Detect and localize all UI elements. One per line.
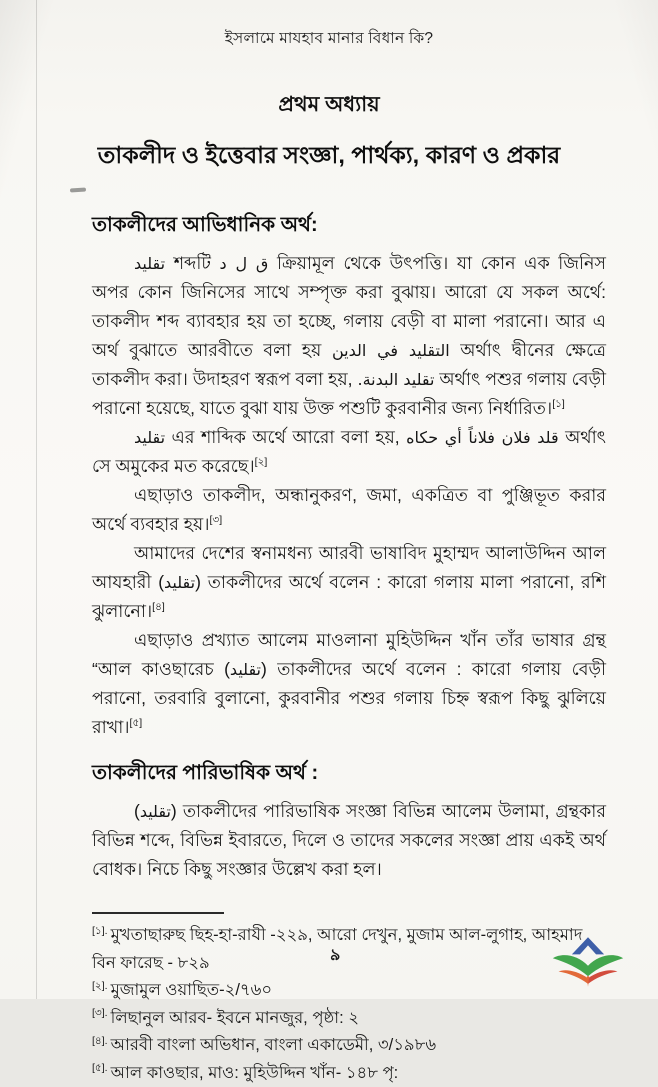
footnote-item <box>92 922 606 977</box>
footnote-marker: [৫]. <box>92 1062 108 1074</box>
arabic-term: تقليد <box>140 802 171 821</box>
body-text: এছাড়াও প্রখ্যাত আলেম মাওলানা মুহিউদ্দিন খাঁন তাঁর ভাষার গ্রন্থ “আল কাওছারেচ ( <box>92 630 606 679</box>
arabic-term: قلد فلان فلاناً أي حكاه <box>406 428 559 447</box>
footnote-item <box>92 1032 606 1060</box>
footnote-text: লিছানুল আরব- ইবনে মানজুর, পৃষ্ঠা: ২ <box>111 1009 359 1027</box>
footnote-item <box>92 977 606 1005</box>
body-text: ) তাকলীদের অর্থে বলেন : কারো গলায় মালা পরানো, রশি ঝুলানো। <box>92 572 606 621</box>
footnote-ref: [৩] <box>209 514 222 526</box>
body-text: অর্থাৎ দ্বীনের ক্ষেত্রে তাকলীদ করা। উদাহরণ স্বরূপ বলা হয়, <box>92 340 606 389</box>
paragraph <box>92 539 606 626</box>
arabic-term: تقليد البدنة. <box>357 370 434 389</box>
arabic-term: تقليد <box>164 573 195 592</box>
footnote-ref: [১] <box>552 398 565 410</box>
body-text: ) তাকলীদের অর্থে বলেন : কারো গলায় বেড়ী পরানো, তরবারি বুলানো, কুরবানীর পশুর গলায় চিহ্ন স্বরূপ কিছু ঝুলিয়ে রাখা। <box>92 659 606 737</box>
footnote-item <box>92 1005 606 1033</box>
scan-edge-line <box>36 0 37 999</box>
running-header: ইসলামে মাযহাব মানার বিধান কি? <box>0 0 658 52</box>
footnote-ref: [২] <box>255 456 268 468</box>
paragraph <box>92 481 606 539</box>
paragraph <box>92 423 606 481</box>
footnote-marker: [১]. <box>92 925 108 937</box>
section-heading: তাকলীদের আভিধানিক অর্থ: <box>92 210 606 243</box>
paragraph <box>92 626 606 742</box>
footnotes <box>92 922 606 1087</box>
paragraph <box>92 249 606 423</box>
body-text: ক্রিয়ামূল থেকে উৎপত্তি। যা কোন এক জিনিস অপর কোন জিনিসের সাথে সম্পৃক্ত করা বুঝায়। আরো যে সকল অর্থে: তাকলীদ শব্দ ব্যাবহার হয় তা হচ্ছে, গলায় বেড়ী বা মালা পরানো। আর এ অর্থ বুঝাতে আরবীতে বলা হয় <box>92 253 606 360</box>
body-text: অর্থাৎ সে অমুকের মত করেছে। <box>92 427 606 476</box>
body-text: আমাদের দেশের স্বনামধন্য আরবী ভাষাবিদ মুহাম্মদ আলাউদ্দিন আল আযহারী ( <box>92 543 606 592</box>
footnote-separator <box>92 912 224 914</box>
paragraph <box>92 797 606 884</box>
footnote-item <box>92 1060 606 1087</box>
body-text: অর্থাৎ পশুর গলায় বেড়ী পরানো হয়েছে, যাতে বুঝা যায় উক্ত পশুটি কুরবানীর জন্য নির্ধারিত। <box>92 369 606 418</box>
arabic-term: التقليد في الدين <box>332 341 450 360</box>
scan-smudge <box>70 187 86 192</box>
publisher-logo <box>550 933 626 991</box>
footnote-marker: [২]. <box>92 980 108 992</box>
footnote-text: আরবী বাংলা অভিধান, বাংলা একাডেমী, ৩/১৯৮৬ <box>111 1036 437 1054</box>
body-text: ) তাকলীদের পারিভাষিক সংজ্ঞা বিভিন্ন আলেম উলামা, গ্রন্থকার বিভিন্ন শব্দে, বিভিন্ন ইবারতে, দিলে ও তাদের সকলের সংজ্ঞা প্রায় একই অর্থ বোধক। নিচে কিছু সংজ্ঞার উল্লেখ করা হল। <box>92 801 606 879</box>
arabic-term: تقليد <box>134 254 165 273</box>
arabic-term: تقليد <box>134 428 165 447</box>
arabic-term: ق ل د <box>219 254 268 273</box>
body-text: শব্দটি <box>165 253 219 273</box>
footnote-marker: [৩]. <box>92 1007 108 1019</box>
arabic-term: تقليد <box>230 660 261 679</box>
body-content <box>92 210 606 884</box>
footnote-text: আল কাওছার, মাও: মুহিউদ্দিন খাঁন- ১৪৮ পৃ: <box>111 1064 399 1082</box>
footnote-ref: [৪] <box>152 601 165 613</box>
page-title: তাকলীদ ও ইত্তেবার সংজ্ঞা, পার্থক্য, কারণ ও প্রকার <box>0 137 658 176</box>
section-heading: তাকলীদের পারিভাষিক অর্থ : <box>92 758 606 791</box>
footnote-marker: [৪]. <box>92 1035 108 1047</box>
chapter-heading: প্রথম অধ্যায় <box>0 88 658 123</box>
page-number: ৯ <box>330 942 340 969</box>
body-text: এছাড়াও তাকলীদ, অন্ধানুকরণ, জমা, একত্রিত বা পুঞ্জিভূত করার অর্থে ব্যবহার হয়। <box>92 485 606 534</box>
body-text: ( <box>134 801 140 821</box>
body-text: এর শাব্দিক অর্থে আরো বলা হয়, <box>165 427 406 447</box>
footnote-text: মুজামুল ওয়াছিত-২/৭৬০ <box>111 981 273 999</box>
footnote-text: মুখতাছারুছ ছিহ-হা-রাযী -২২৯, আরো দেখুন, মুজাম আল-লুগাহ, আহমাদ বিন ফারেছ - ৮২৯ <box>92 926 582 972</box>
footnote-ref: [৫] <box>130 717 143 729</box>
